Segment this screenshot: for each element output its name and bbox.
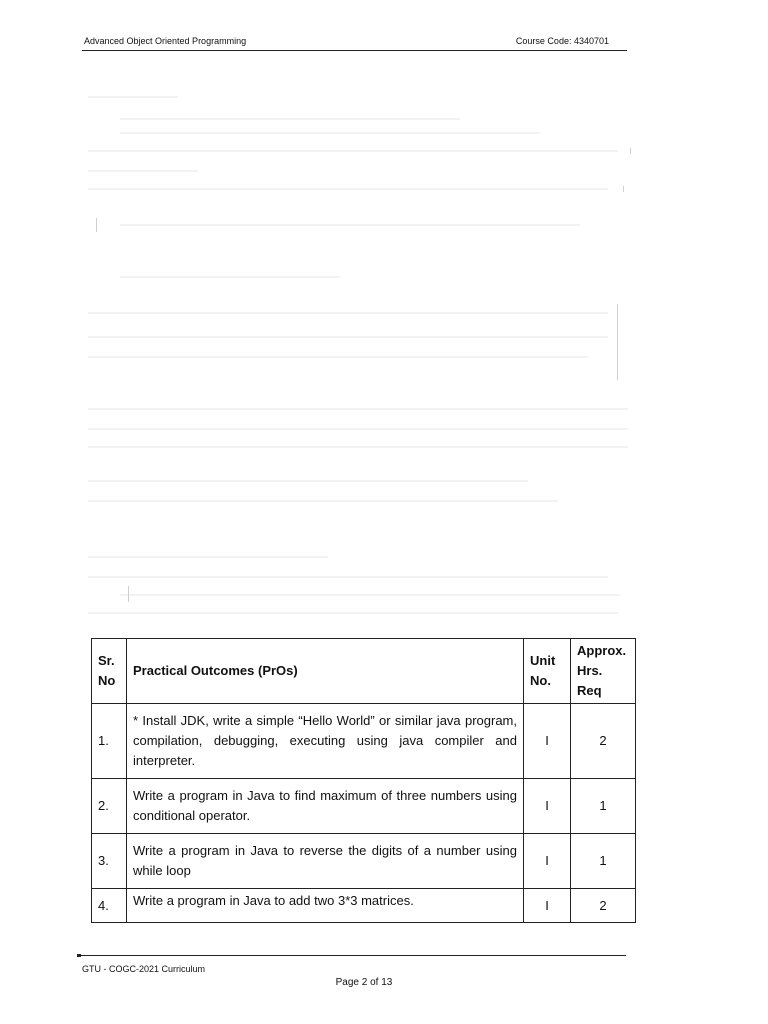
row-hours: 1 [571, 779, 636, 834]
footer-page-number: Page 2 of 13 [335, 977, 393, 988]
row-hours: 2 [571, 704, 636, 779]
row-hours: 1 [571, 834, 636, 889]
row-sr-no: 2. [92, 779, 127, 834]
column-header-approx-hrs: Approx. Hrs. Req [571, 639, 636, 704]
row-hours: 2 [571, 889, 636, 923]
column-header-sr-no: Sr. No [92, 639, 127, 704]
row-sr-no: 1. [92, 704, 127, 779]
row-outcome: Write a program in Java to find maximum of three numbers using conditional operator. [127, 779, 524, 834]
row-outcome: * Install JDK, write a simple “Hello World” or similar java program, compilation, debugging, executing using java compiler and interpreter. [127, 704, 524, 779]
header-course-title: Advanced Object Oriented Programming [84, 36, 247, 46]
footer-divider [77, 955, 626, 956]
header-course-code: Course Code: 4340701 [515, 36, 609, 46]
row-unit: I [524, 889, 571, 923]
row-unit: I [524, 834, 571, 889]
row-outcome: Write a program in Java to add two 3*3 matrices. [127, 889, 524, 923]
row-unit: I [524, 704, 571, 779]
row-outcome: Write a program in Java to reverse the digits of a number using while loop [127, 834, 524, 889]
table-row [92, 834, 636, 889]
column-header-unit-no: Unit No. [524, 639, 571, 704]
row-unit: I [524, 779, 571, 834]
table-row [92, 889, 636, 923]
row-sr-no: 3. [92, 834, 127, 889]
page-header [82, 34, 627, 51]
footer-curriculum: GTU - COGC-2021 Curriculum [82, 964, 206, 974]
table-header-row [92, 639, 636, 704]
row-sr-no: 4. [92, 889, 127, 923]
table-row [92, 704, 636, 779]
table-row [92, 779, 636, 834]
column-header-practical-outcomes: Practical Outcomes (PrOs) [127, 639, 524, 704]
practical-outcomes-table [91, 638, 636, 923]
